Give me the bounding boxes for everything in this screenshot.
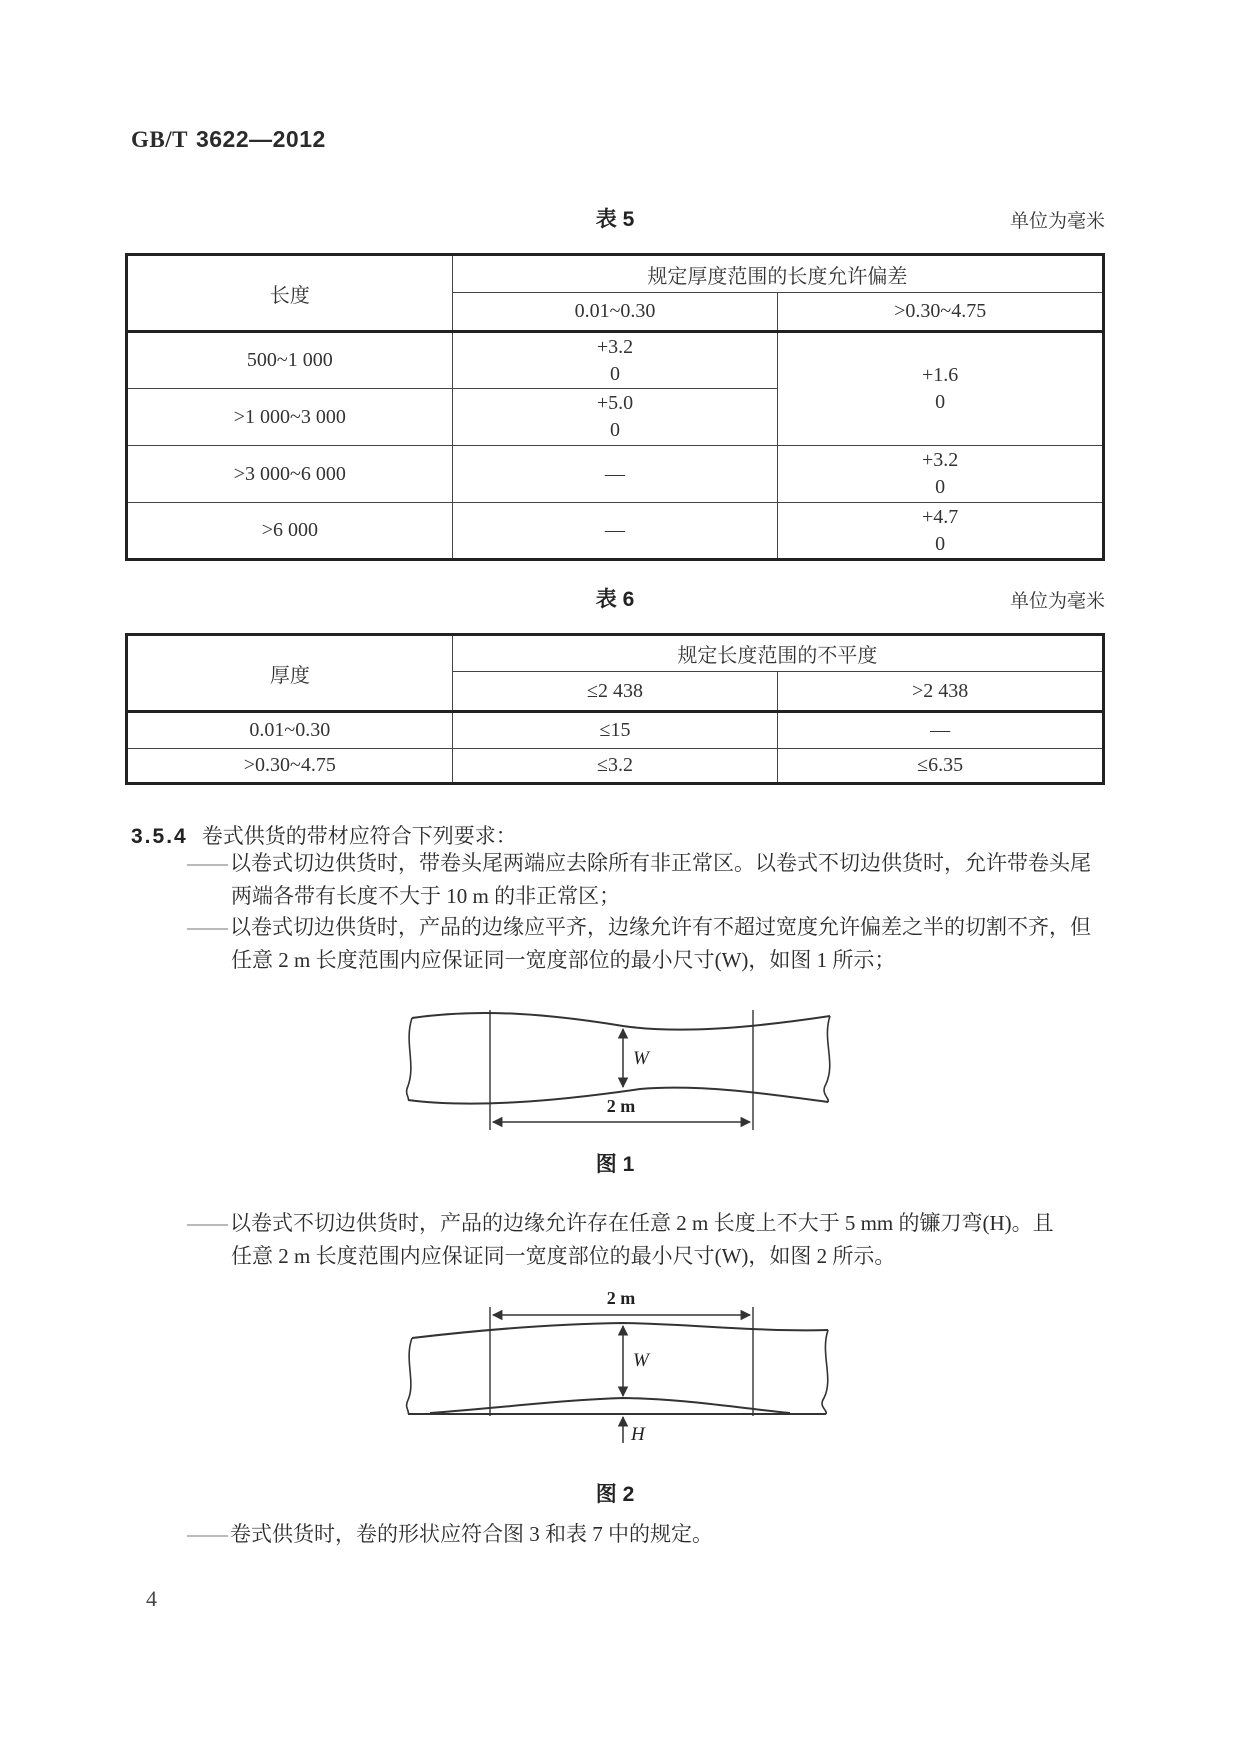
- table6-group-header: 规定长度范围的不平度: [452, 635, 1103, 672]
- bullet-item: [187, 911, 1091, 977]
- clause-title: 卷式供货的带材应符合下列要求：: [201, 824, 517, 848]
- strip-left-break-edge: [407, 1338, 412, 1414]
- table5-cell-length: >6 000: [127, 503, 453, 560]
- deviation-upper: +3.2: [596, 335, 634, 358]
- bullet-item: [187, 847, 1091, 913]
- bullet-dash: ——: [187, 915, 227, 939]
- table5-row-header: 长度: [127, 255, 453, 332]
- bullet-text: 以卷式切边供货时，产品的边缘应平齐，边缘允许有不超过宽度允许偏差之半的切割不齐，但: [230, 915, 1091, 939]
- figure1-caption: 图 1: [595, 1153, 635, 1176]
- doc-number: [131, 126, 326, 153]
- width-label: W: [633, 1350, 649, 1371]
- bullet-text: 卷式供货时，卷的形状应符合图 3 和表 7 中的规定。: [230, 1522, 713, 1546]
- figure1-diagram: [400, 1002, 840, 1152]
- bullet-dash: ——: [187, 851, 227, 875]
- deviation-upper: +5.0: [596, 392, 634, 414]
- table5-cell-deviation: [778, 332, 1104, 446]
- bullet-text: 任意 2 m 长度范围内应保证同一宽度部位的最小尺寸(W)，如图 2 所示。: [231, 1244, 896, 1268]
- clause-number: 3.5.4: [131, 825, 188, 848]
- deviation-upper: +4.7: [922, 505, 959, 528]
- table6-caption: 表 6: [595, 588, 635, 611]
- deviation-upper: +1.6: [922, 364, 959, 386]
- deviation-upper: +3.2: [922, 449, 959, 471]
- bullet-item: [187, 1207, 1054, 1273]
- page-number: 4: [146, 1586, 157, 1611]
- bullet-line: [187, 1518, 713, 1551]
- table6-cell-flatness: ≤3.2: [452, 749, 778, 784]
- table6: [125, 633, 1105, 785]
- clause-heading: [131, 820, 517, 850]
- table6-cell-thickness: >0.30~4.75: [127, 749, 453, 784]
- table6-col-header: >2 438: [778, 672, 1104, 712]
- table6-cell-flatness: ≤15: [452, 712, 778, 749]
- bullet-line: [187, 847, 1091, 880]
- table5-cell-length: 500~1 000: [127, 332, 453, 389]
- table6-cell-thickness: 0.01~0.30: [127, 712, 453, 749]
- camber-label: H: [631, 1424, 645, 1445]
- table5-group-header: 规定厚度范围的长度允许偏差: [452, 255, 1103, 293]
- table5-unit-note: 单位为毫米: [1009, 211, 1105, 232]
- strip-top-edge: [412, 1013, 830, 1030]
- figure2-diagram: [400, 1290, 840, 1458]
- deviation-lower: 0: [935, 532, 946, 555]
- table6-caption-row: [125, 583, 1105, 611]
- doc-number-prefix: GB/T: [131, 127, 188, 152]
- table5-col-header: 0.01~0.30: [452, 293, 778, 332]
- deviation-lower: 0: [935, 391, 946, 413]
- bullet-text: 以卷式不切边供货时，产品的边缘允许存在任意 2 m 长度上不大于 5 mm 的镰刀弯(H)。且: [230, 1211, 1054, 1235]
- deviation-lower: 0: [935, 476, 946, 498]
- table5-cell-length: >1 000~3 000: [127, 389, 453, 446]
- strip-right-break-edge: [822, 1330, 828, 1414]
- deviation-lower: 0: [609, 419, 620, 441]
- bullet-line: [187, 1207, 1054, 1240]
- span-label: 2 m: [606, 1290, 636, 1308]
- deviation-lower: 0: [609, 362, 620, 385]
- width-label: W: [633, 1048, 649, 1069]
- bullet-text: 两端各带有长度不大于 10 m 的非正常区；: [231, 884, 621, 908]
- strip-bottom-camber-curve: [430, 1398, 790, 1413]
- table5-col-header: >0.30~4.75: [778, 293, 1104, 332]
- table5-cell-deviation: —: [452, 446, 778, 503]
- table6-col-header: ≤2 438: [452, 672, 778, 712]
- span-label: 2 m: [606, 1096, 636, 1116]
- bullet-dash: ——: [187, 1211, 227, 1235]
- strip-top-edge: [412, 1323, 828, 1338]
- table5-cell-deviation: [778, 446, 1104, 503]
- bullet-dash: ——: [187, 1522, 227, 1546]
- table5-cell-deviation: —: [452, 503, 778, 560]
- bullet-item: [187, 1518, 713, 1551]
- table5-caption-row: [125, 203, 1105, 231]
- strip-right-break-edge: [824, 1016, 830, 1102]
- table5-cell-deviation: [778, 503, 1104, 560]
- bullet-text: 以卷式切边供货时，带卷头尾两端应去除所有非正常区。以卷式不切边供货时，允许带卷头尾: [230, 851, 1091, 875]
- figure2-caption: 图 2: [595, 1483, 635, 1506]
- table5-caption: 表 5: [595, 208, 635, 231]
- strip-left-break-edge: [407, 1018, 412, 1100]
- table5-cell-length: >3 000~6 000: [127, 446, 453, 503]
- table6-row-header: 厚度: [127, 635, 453, 712]
- table5-cell-deviation: [452, 389, 778, 446]
- bullet-line: [187, 911, 1091, 944]
- table6-cell-flatness: ≤6.35: [778, 749, 1104, 784]
- table6-unit-note: 单位为毫米: [1009, 591, 1105, 612]
- table6-cell-flatness: —: [778, 712, 1104, 749]
- bullet-text: 任意 2 m 长度范围内应保证同一宽度部位的最小尺寸(W)，如图 1 所示；: [231, 948, 896, 972]
- table5-cell-deviation: [452, 332, 778, 389]
- table5: [125, 253, 1105, 561]
- doc-number-value: 3622—2012: [195, 126, 326, 152]
